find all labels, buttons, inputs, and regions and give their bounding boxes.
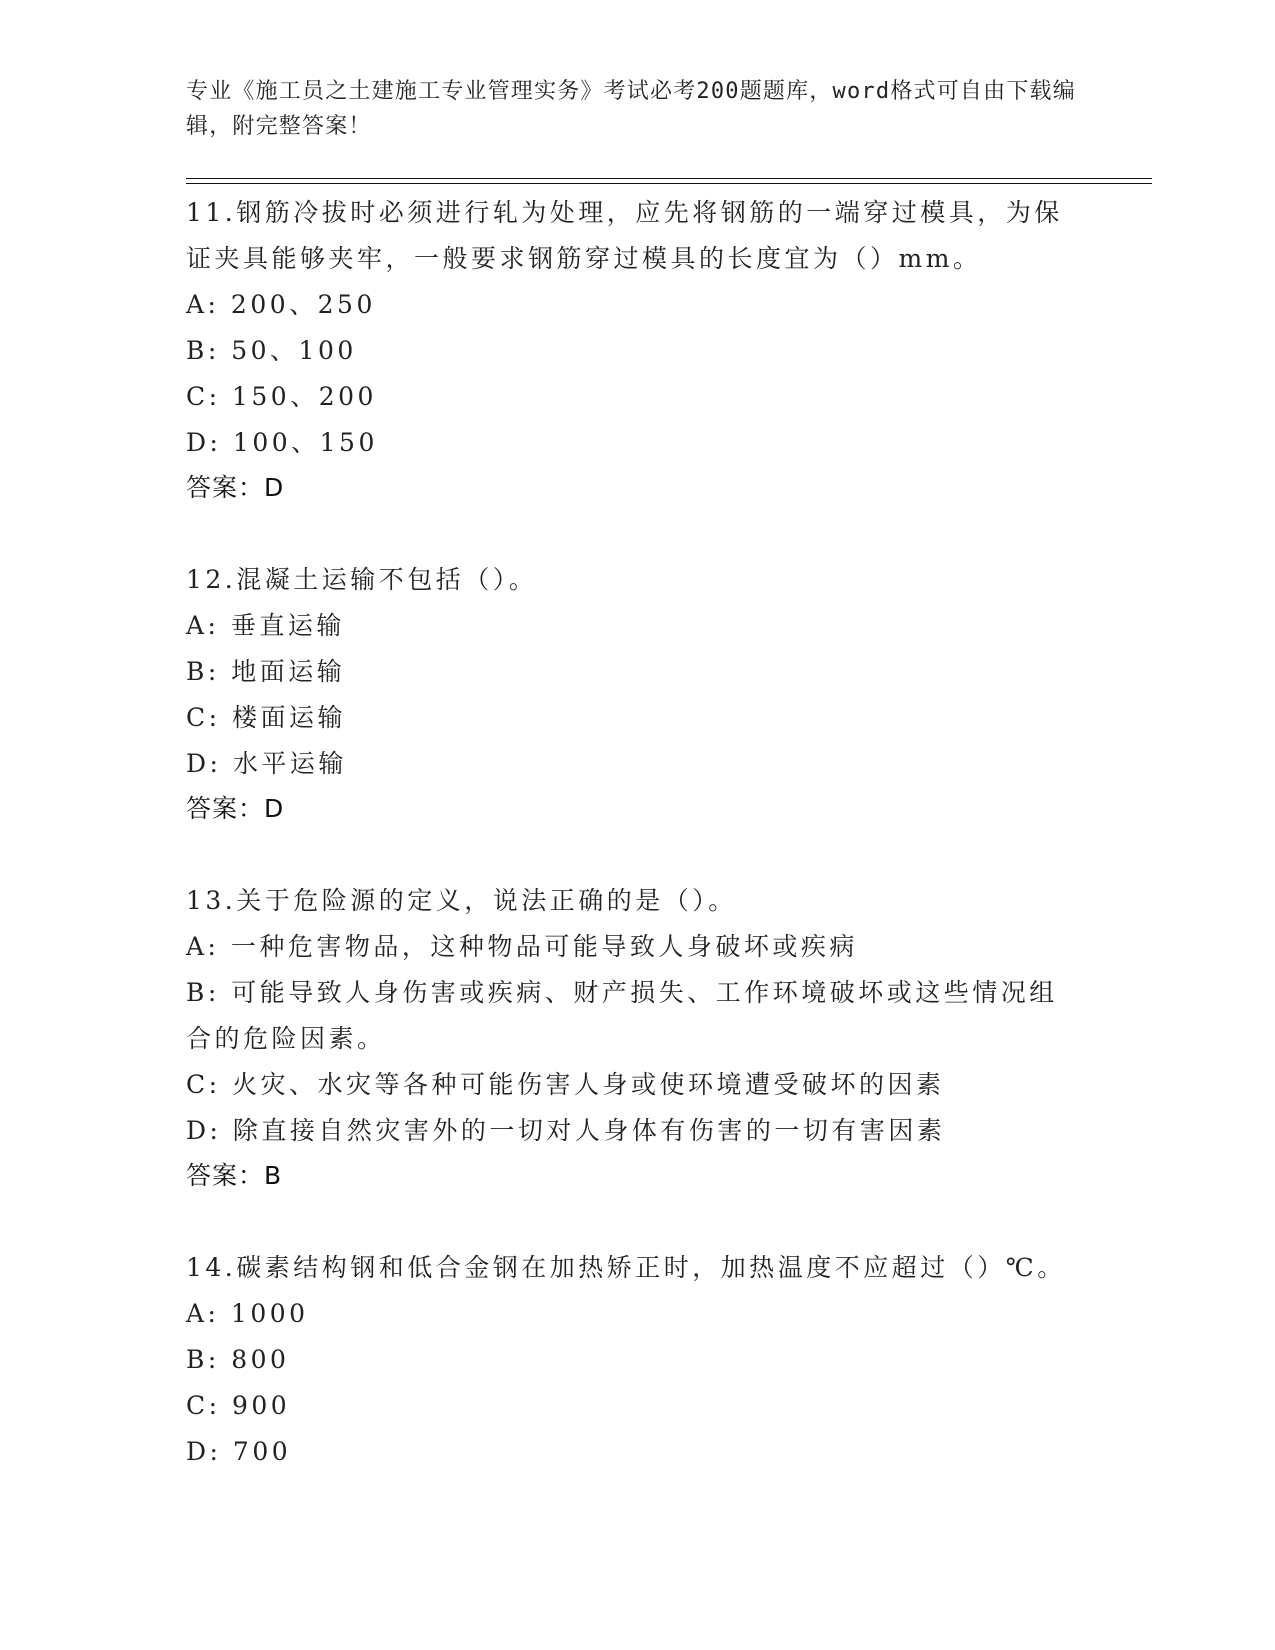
option-a: A: 垂直运输 [186, 611, 345, 640]
option-c: C: 楼面运输 [186, 703, 346, 732]
option-d: D: 100、150 [186, 428, 378, 457]
option-d: D: 水平运输 [186, 749, 347, 778]
question-11 [186, 190, 1086, 510]
option-a: A: 一种危害物品，这种物品可能导致人身破坏或疾病 [186, 932, 858, 961]
header-divider-bottom [186, 183, 1152, 184]
question-12 [186, 557, 1086, 831]
option-b: B: 800 [186, 1345, 290, 1374]
question-stem: 13.关于危险源的定义，说法正确的是（）。 [186, 886, 737, 915]
question-stem: 12.混凝土运输不包括（）。 [186, 565, 538, 594]
option-a: A: 200、250 [186, 290, 376, 319]
question-stem: 11.钢筋冷拔时必须进行轧为处理，应先将钢筋的一端穿过模具，为保证夹具能够夹牢，一般要求钢筋穿过模具的长度宜为（）mm。 [186, 198, 1063, 273]
option-a: A: 1000 [186, 1299, 309, 1328]
option-d: D: 除直接自然灾害外的一切对人身体有伤害的一切有害因素 [186, 1116, 946, 1145]
option-b: B: 地面运输 [186, 657, 346, 686]
header-text: 专业《施工员之土建施工专业管理实务》考试必考200题题库，word格式可自由下载编辑，附完整答案！ [186, 79, 1076, 139]
question-13 [186, 878, 1086, 1198]
answer-line: 答案：B [186, 1161, 283, 1190]
header-divider-top [186, 178, 1152, 179]
answer-line: 答案：D [186, 794, 285, 823]
question-14 [186, 1245, 1086, 1475]
document-header [186, 74, 1086, 144]
answer-line: 答案：D [186, 473, 285, 502]
option-d: D: 700 [186, 1437, 292, 1466]
option-c: C: 150、200 [186, 382, 377, 411]
option-b: B: 可能导致人身伤害或疾病、财产损失、工作环境破坏或这些情况组合的危险因素。 [186, 978, 1058, 1053]
option-b: B: 50、100 [186, 336, 357, 365]
question-stem: 14.碳素结构钢和低合金钢在加热矫正时，加热温度不应超过（）℃。 [186, 1253, 1066, 1282]
option-c: C: 900 [186, 1391, 291, 1420]
question-list [186, 190, 1086, 1522]
option-c: C: 火灾、水灾等各种可能伤害人身或使环境遭受破坏的因素 [186, 1070, 945, 1099]
